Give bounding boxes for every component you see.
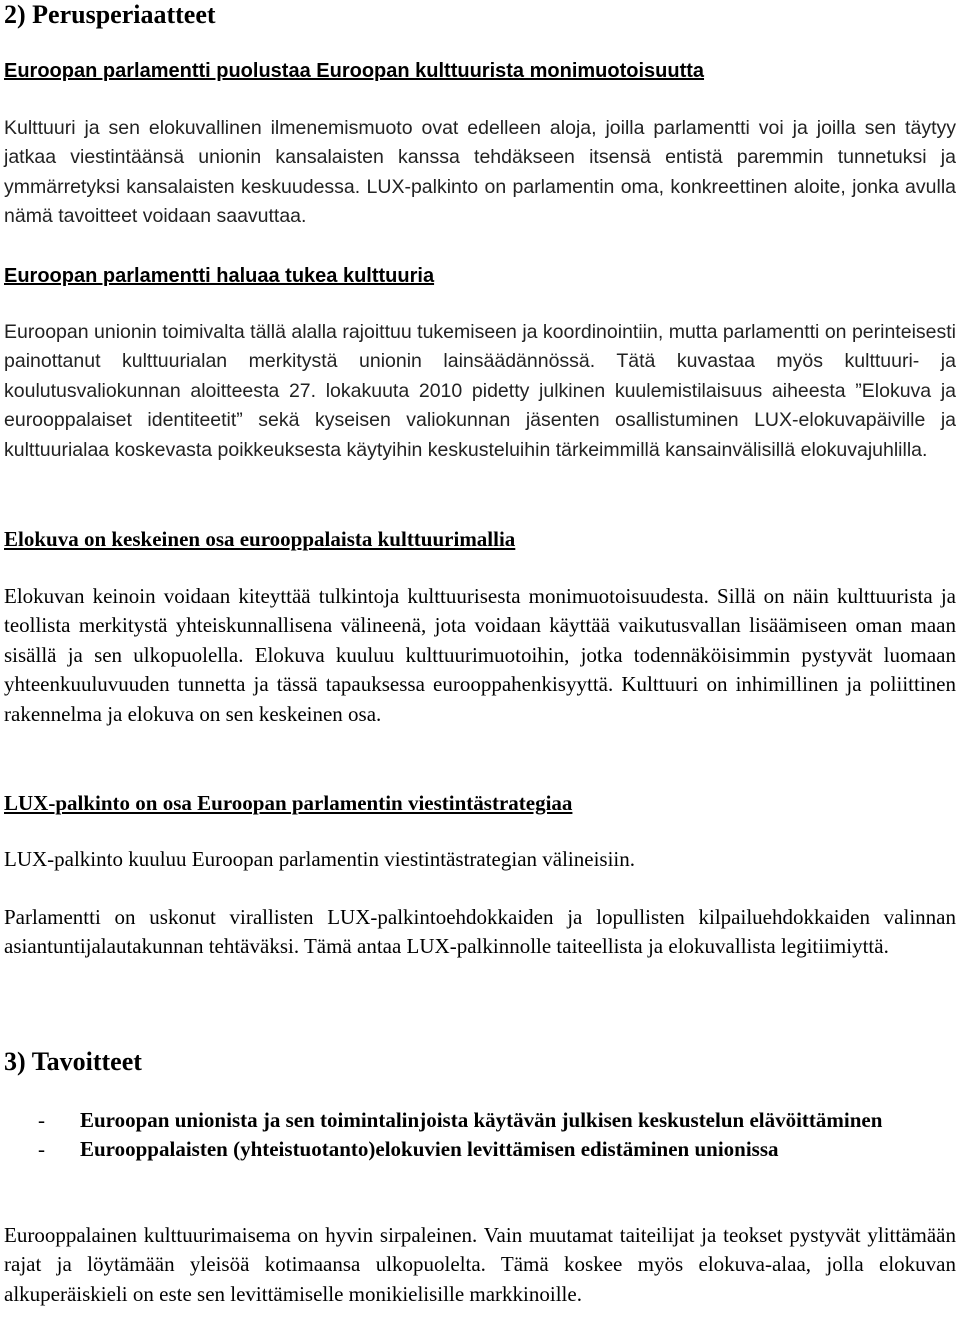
paragraph-strategy-1: LUX-palkinto kuuluu Euroopan parlamentin viestintästrategian välineisiin. <box>4 847 636 871</box>
heading-support-culture: Euroopan parlamentti haluaa tukea kulttuuria <box>4 265 435 287</box>
paragraph-objectives: Eurooppalainen kulttuurimaisema on hyvin sirpaleinen. Vain muutamat taiteilijat ja teokset pystyvät ylittämään rajat ja löytämään yleisöä kotimaansa ulkopuolelta. Tämä koskee myös elokuva-alaa, jolla elokuvan alkuperäiskieli on este sen levittämiselle monikielisille markkinoille. <box>4 1223 956 1306</box>
paragraph-cultural-diversity: Kulttuuri ja sen elokuvallinen ilmenemismuoto ovat edelleen aloja, joilla parlamentti voi ja joilla sen täytyy jatkaa viestintäänsä unionin kansalaisten kanssa tehdäkseen itsensä entistä paremmin tunnetuksi ja ymmärretyksi kansalaisten keskuudessa. LUX-palkinto on parlamentin oma, konkreettinen aloite, jonka avulla nämä tavoitteet voidaan saavuttaa. <box>4 117 956 228</box>
heading-communication-strategy: LUX-palkinto on osa Euroopan parlamentin viestintästrategiaa <box>4 791 573 815</box>
list-item <box>4 1135 956 1164</box>
heading-cultural-diversity: Euroopan parlamentti puolustaa Euroopan kulttuurista monimuotoisuutta <box>4 60 705 82</box>
heading-film-culture-model: Elokuva on keskeinen osa eurooppalaista kulttuurimallia <box>4 527 516 551</box>
objective-2: Eurooppalaisten (yhteistuotanto)elokuvien levittämisen edistäminen unionissa <box>80 1137 779 1162</box>
paragraph-support-culture: Euroopan unionin toimivalta tällä alalla rajoittuu tukemiseen ja koordinointiin, mutta parlamentti on perinteisesti painottanut kulttuurialan merkitystä unionin lainsäädännössä. Tätä kuvastaa myös kulttuuri- ja koulutusvaliokunnan aloitteesta 27. lokakuuta 2010 pidetty julkinen kuulemistilaisuus aiheesta ”Elokuva ja eurooppalaiset identiteetit” sekä kyseisen valiokunnan jäsenten osallistuminen LUX-elokuvapäiville ja kulttuurialaa koskevasta poikkeuksesta käytyihin keskusteluihin tärkeimmillä kansainvälisillä elokuvajuhlilla. <box>4 321 956 461</box>
list-dash: - <box>38 1108 45 1132</box>
paragraph-film-culture-model: Elokuvan keinoin voidaan kiteyttää tulkintoja kulttuurisesta monimuotoisuudesta. Sillä on näin kulttuurista ja teollista merkitystä yhteiskunnallisena välineenä, jota voidaan käyttää vaikutusvallan lisäämiseen oman maan sisällä ja sen ulkopuolella. Elokuva kuuluu kulttuurimuotoihin, jotka todennäköisimmin pystyvät luomaan yhteenkuuluvuuden tunnetta ja tässä tapauksessa eurooppahenkisyyttä. Kulttuuri on inhimillinen ja poliittinen rakennelma ja elokuva on sen keskeinen osa. <box>4 584 956 726</box>
section-2-title: 2) Perusperiaatteet <box>4 0 216 29</box>
objectives-list <box>4 1106 956 1165</box>
objective-1: Euroopan unionista ja sen toimintalinjoista käytävän julkisen keskustelun elävöittäminen <box>80 1108 883 1132</box>
section-3-title: 3) Tavoitteet <box>4 1047 142 1076</box>
paragraph-strategy-2: Parlamentti on uskonut virallisten LUX-palkintoehdokkaiden ja lopullisten kilpailuehdokkaiden valinnan asiantuntijalautakunnan tehtäväksi. Tämä antaa LUX-palkinnolle taiteellista ja elokuvallista legitiimiyttä. <box>4 905 956 959</box>
list-dash: - <box>38 1137 45 1162</box>
list-item <box>4 1106 956 1135</box>
